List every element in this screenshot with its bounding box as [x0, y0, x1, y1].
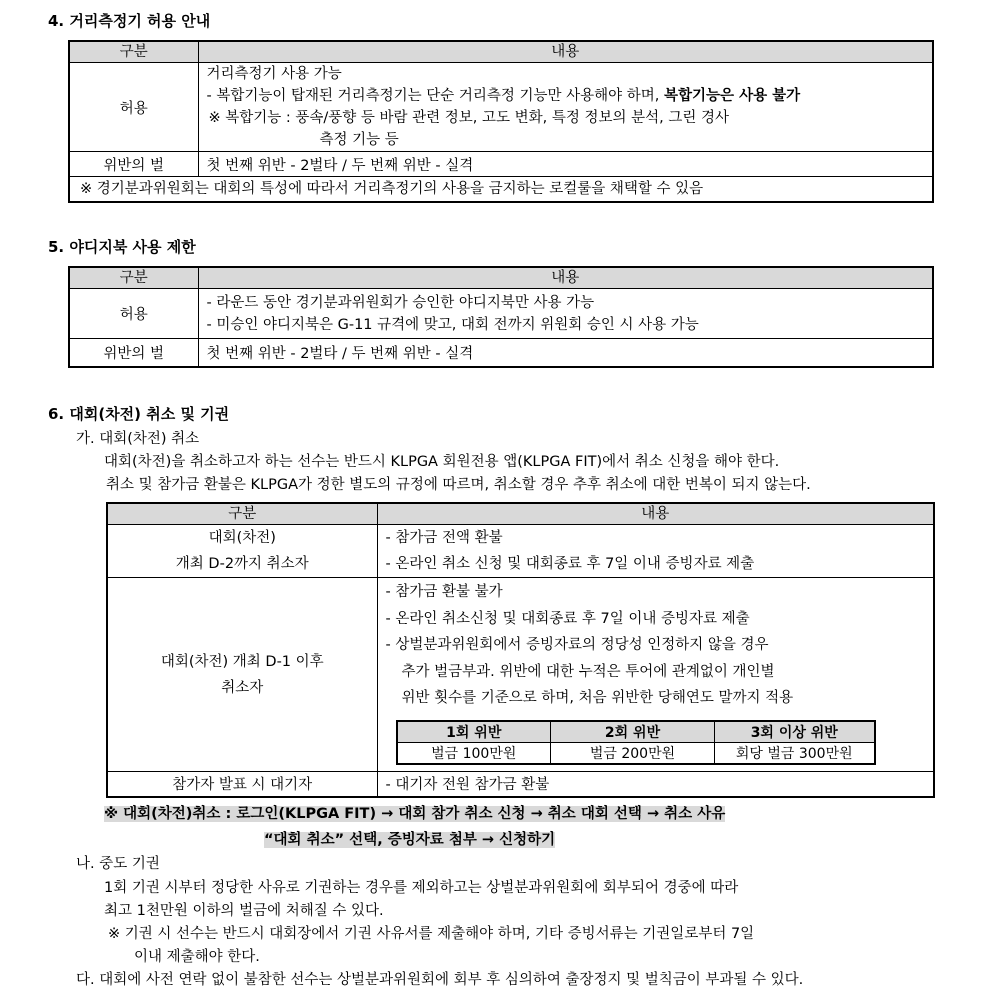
- allow-line: 거리측정기 사용 가능: [206, 66, 342, 82]
- d2-content: [377, 525, 934, 578]
- paragraph: 이내 제출해야 한다.: [134, 949, 260, 965]
- allow-bold-text: 복합기능은 사용 불가: [664, 88, 801, 104]
- allow-line: - 미승인 야디지북은 G-11 규격에 맞고, 대회 전까지 위원회 승인 시 사용 가능: [206, 316, 699, 333]
- content-line: - 온라인 취소 신청 및 대회종료 후 7일 이내 증빙자료 제출: [385, 556, 755, 572]
- row-label-allow: 허용: [69, 289, 198, 339]
- allow-content: [198, 289, 933, 339]
- col-header-category: 구분: [69, 41, 198, 63]
- row-label-line: 취소자: [221, 679, 264, 696]
- col-header-category: 구분: [107, 503, 377, 525]
- row-label-d2: [107, 525, 377, 578]
- rangefinder-note: ※ 경기분과위원회는 대회의 특성에 따라서 거리측정기의 사용을 금지하는 로컬룰을 채택할 수 있음: [80, 181, 704, 197]
- fine-value: 벌금 200만원: [551, 742, 715, 764]
- section5-title: 5. 야디지북 사용 제한: [48, 238, 196, 256]
- fine-value: 회당 벌금 300만원: [715, 742, 875, 764]
- content-line: - 온라인 취소신청 및 대회종료 후 7일 이내 증빙자료 제출: [385, 610, 750, 627]
- fine-header: 3회 이상 위반: [715, 721, 875, 743]
- paragraph: 1회 기권 시부터 정당한 사유로 기권하는 경우를 제외하고는 상벌분과위원회에 회부되어 경중에 따라: [104, 880, 739, 896]
- yardage-book-table: [68, 266, 934, 368]
- row-label-penalty: 위반의 벌: [69, 339, 198, 367]
- row-label-line: 대회(차전) 개최 D-1 이후: [160, 653, 324, 670]
- allow-line: 측정 기능 등: [319, 132, 399, 148]
- allow-content: [198, 63, 933, 152]
- col-header-content: 내용: [198, 267, 933, 289]
- fine-table: [396, 720, 876, 765]
- col-header-content: 내용: [198, 41, 933, 63]
- allow-line: - 복합기능이 탑재된 거리측정기는 단순 거리측정 기능만 사용해야 하며, 복합기능은 사용 불가: [206, 88, 801, 104]
- paragraph: 최고 1천만원 이하의 벌금에 처해질 수 있다.: [104, 903, 384, 919]
- col-header-category: 구분: [69, 267, 198, 289]
- row-label-allow: 허용: [69, 63, 198, 152]
- waitlist-content: - 대기자 전원 참가금 환불: [385, 777, 550, 794]
- procedure-note-cont: [264, 828, 555, 849]
- allow-line: - 라운드 동안 경기분과위원회가 승인한 야디지북만 사용 가능: [206, 294, 595, 311]
- content-line: - 참가금 전액 환불: [385, 530, 503, 546]
- paragraph: 취소 및 참가금 환불은 KLPGA가 정한 별도의 규정에 따르며, 취소할 경우 추후 취소에 대한 번복이 되지 않는다.: [106, 477, 811, 493]
- cancellation-table: [106, 502, 935, 798]
- row-label-line: 대회(차전): [208, 530, 276, 546]
- d1-content: [377, 578, 934, 772]
- row-label-d1: [107, 578, 377, 772]
- row-label-waitlist: 참가자 발표 시 대기자: [107, 772, 377, 797]
- col-header-content: 내용: [377, 503, 934, 525]
- subsection-c-text: 다. 대회에 사전 연락 없이 불참한 선수는 상벌분과위원회에 회부 후 심의하여 출장정지 및 벌칙금이 부과될 수 있다.: [76, 972, 804, 988]
- allow-line: ※ 복합기능 : 풍속/풍향 등 바람 관련 정보, 고도 변화, 특정 정보의 분석, 그린 경사: [208, 110, 729, 126]
- procedure-line-1: ※ 대회(차전)취소 : 로그인(KLPGA FIT) → 대회 참가 취소 신청 → 취소 대회 선택 → 취소 사유: [104, 806, 726, 822]
- subsection-b-title: 나. 중도 기권: [76, 856, 160, 872]
- content-line: - 참가금 환불 불가: [385, 584, 503, 600]
- section4-title: 4. 거리측정기 허용 안내: [48, 12, 211, 30]
- penalty-text: 첫 번째 위반 - 2벌타 / 두 번째 위반 - 실격: [206, 345, 474, 362]
- fine-value: 벌금 100만원: [397, 742, 551, 764]
- section6-title: 6. 대회(차전) 취소 및 기권: [48, 405, 230, 423]
- paragraph: 대회(차전)을 취소하고자 하는 선수는 반드시 KLPGA 회원전용 앱(KLPGA FIT)에서 취소 신청을 해야 한다.: [104, 454, 780, 470]
- fine-header: 1회 위반: [397, 721, 551, 743]
- paragraph: ※ 기권 시 선수는 반드시 대회장에서 기권 사유서를 제출해야 하며, 기타 증빙서류는 기권일로부터 7일: [108, 926, 755, 942]
- rangefinder-table: [68, 40, 934, 203]
- procedure-note: [104, 802, 725, 823]
- content-line: 위반 횟수를 기준으로 하며, 처음 위반한 당해연도 말까지 적용: [401, 690, 794, 706]
- procedure-line-2: “대회 취소” 선택, 증빙자료 첨부 → 신청하기: [264, 832, 556, 848]
- penalty-text: 첫 번째 위반 - 2벌타 / 두 번째 위반 - 실격: [206, 157, 474, 174]
- row-label-line: 개최 D-2까지 취소자: [175, 556, 309, 572]
- content-line: 추가 벌금부과. 위반에 대한 누적은 투어에 관계없이 개인별: [401, 663, 775, 680]
- subsection-a-title: 가. 대회(차전) 취소: [76, 431, 200, 447]
- fine-header: 2회 위반: [551, 721, 715, 743]
- content-line: - 상벌분과위원회에서 증빙자료의 정당성 인정하지 않을 경우: [385, 637, 769, 653]
- row-label-penalty: 위반의 벌: [69, 152, 198, 177]
